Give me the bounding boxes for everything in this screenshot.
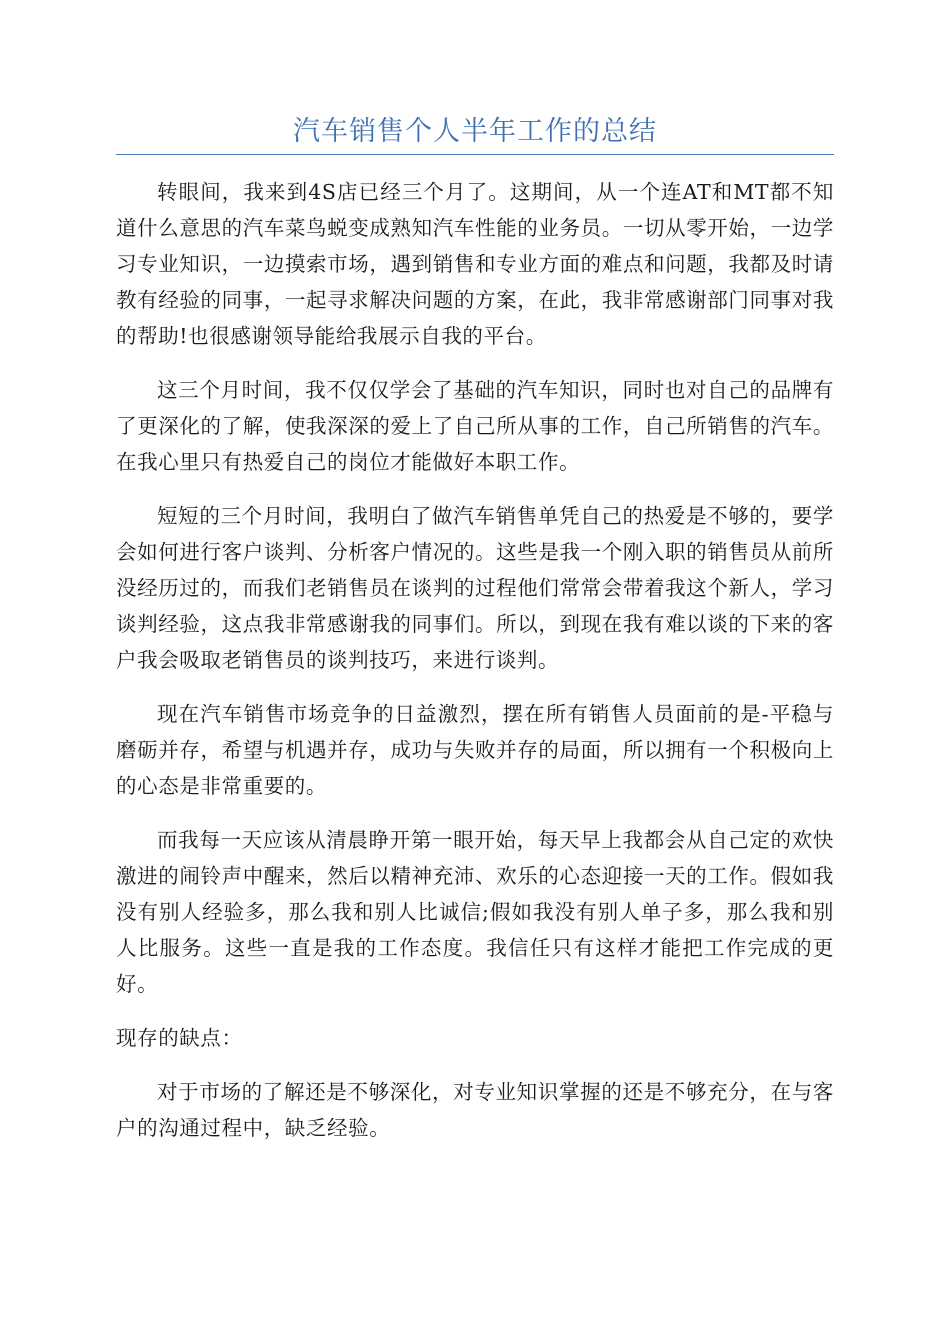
paragraph-intro: 转眼间，我来到4S店已经三个月了。这期间，从一个连AT和MT都不知道什么意思的汽车菜鸟蜕变成熟知汽车性能的业务员。一切从零开始，一边学习专业知识，一边摸索市场，遇到销售和专业方面的难点和问题，我都及时请教有经验的同事，一起寻求解决问题的方案，在此，我非常感谢部门同事对我的帮助!也很感谢领导能给我展示自我的平台。 [116, 180, 834, 348]
paragraph-shortcomings: 对于市场的了解还是不够深化，对专业知识掌握的还是不够充分，在与客户的沟通过程中，缺乏经验。 [116, 1080, 834, 1140]
document-body [116, 174, 834, 1164]
paragraph-market: 现在汽车销售市场竞争的日益激烈，摆在所有销售人员面前的是-平稳与磨砺并存，希望与机遇并存，成功与失败并存的局面，所以拥有一个积极向上的心态是非常重要的。 [116, 702, 834, 798]
section-heading-shortcomings: 现存的缺点： [116, 1026, 243, 1050]
document-title: 汽车销售个人半年工作的总结 [293, 116, 657, 147]
paragraph-negotiation: 短短的三个月时间，我明白了做汽车销售单凭自己的热爱是不够的，要学会如何进行客户谈判、分析客户情况的。这些是我一个刚入职的销售员从前所没经历过的，而我们老销售员在谈判的过程他们常常会带着我这个新人，学习谈判经验，这点我非常感谢我的同事们。所以，到现在我有难以谈的下来的客户我会吸取老销售员的谈判技巧，来进行谈判。 [116, 504, 834, 672]
paragraph-knowledge: 这三个月时间，我不仅仅学会了基础的汽车知识，同时也对自己的品牌有了更深化的了解，使我深深的爱上了自己所从事的工作，自己所销售的汽车。在我心里只有热爱自己的岗位才能做好本职工作。 [116, 378, 834, 474]
title-underline [116, 154, 834, 155]
paragraph-attitude: 而我每一天应该从清晨睁开第一眼开始，每天早上我都会从自己定的欢快激进的闹铃声中醒来，然后以精神充沛、欢乐的心态迎接一天的工作。假如我没有别人经验多，那么我和别人比诚信;假如我没有别人单子多，那么我和别人比服务。这些一直是我的工作态度。我信任只有这样才能把工作完成的更好。 [116, 828, 834, 996]
